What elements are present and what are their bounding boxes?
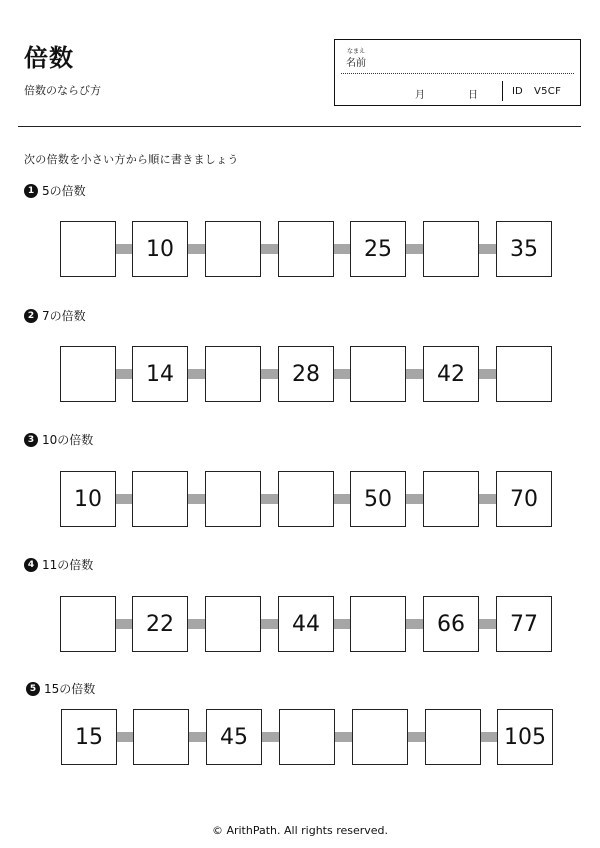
answer-cell[interactable] (278, 221, 334, 277)
answer-cell[interactable] (350, 346, 406, 402)
given-number-cell: 28 (278, 346, 334, 402)
chain-connector (261, 244, 278, 254)
name-box (334, 39, 581, 106)
answer-cell[interactable] (133, 709, 189, 765)
problem-4 (0, 556, 600, 666)
chain-connector (479, 619, 496, 629)
answer-cell[interactable] (423, 471, 479, 527)
instruction-text: 次の倍数を小さい方から順に書きましょう (24, 153, 239, 166)
chain-connector (116, 619, 132, 629)
answer-cell[interactable] (425, 709, 481, 765)
problem-2 (0, 307, 600, 417)
problem-heading (24, 556, 93, 573)
given-number-cell: 25 (350, 221, 406, 277)
problem-1 (0, 182, 600, 292)
given-number-cell: 44 (278, 596, 334, 652)
problem-number-badge: 5 (26, 682, 40, 696)
id-value: V5CF (534, 86, 562, 97)
chain-connector (479, 244, 496, 254)
given-number-cell: 50 (350, 471, 406, 527)
answer-cell[interactable] (278, 471, 334, 527)
given-number-cell: 15 (61, 709, 117, 765)
given-number-cell: 35 (496, 221, 552, 277)
chain-connector (188, 244, 205, 254)
chain-connector (261, 369, 278, 379)
given-number-cell: 14 (132, 346, 188, 402)
answer-cell[interactable] (352, 709, 408, 765)
problem-heading (26, 680, 95, 697)
given-number-cell: 77 (496, 596, 552, 652)
answer-cell[interactable] (205, 471, 261, 527)
id-separator (502, 81, 503, 101)
chain-connector (188, 494, 205, 504)
month-label: 月 (415, 90, 425, 101)
problem-label: 11の倍数 (42, 558, 94, 572)
chain-connector (116, 244, 132, 254)
problem-heading (24, 182, 86, 199)
given-number-cell: 10 (60, 471, 116, 527)
chain-connector (261, 619, 278, 629)
chain-connector (406, 494, 423, 504)
chain-connector (188, 619, 205, 629)
chain-connector (406, 244, 423, 254)
given-number-cell: 42 (423, 346, 479, 402)
chain-connector (334, 494, 350, 504)
problem-number-badge: 1 (24, 184, 38, 198)
given-number-cell: 45 (206, 709, 262, 765)
answer-chain (0, 471, 600, 527)
given-number-cell: 105 (497, 709, 553, 765)
chain-connector (189, 732, 206, 742)
day-label: 日 (468, 90, 478, 101)
answer-chain (0, 221, 600, 277)
chain-connector (334, 619, 350, 629)
chain-connector (408, 732, 425, 742)
chain-connector (188, 369, 205, 379)
footer-copyright: © ArithPath. All rights reserved. (211, 824, 389, 837)
answer-cell[interactable] (279, 709, 335, 765)
header-divider (18, 126, 581, 127)
chain-connector (116, 494, 132, 504)
problem-label: 10の倍数 (42, 433, 94, 447)
problem-label: 15の倍数 (44, 682, 96, 696)
name-dotted-line (341, 73, 574, 74)
answer-cell[interactable] (205, 346, 261, 402)
problem-number-badge: 4 (24, 558, 38, 572)
page-title: 倍数 (24, 44, 74, 72)
answer-chain (0, 596, 600, 652)
answer-chain (0, 709, 600, 765)
given-number-cell: 70 (496, 471, 552, 527)
given-number-cell: 10 (132, 221, 188, 277)
problem-number-badge: 3 (24, 433, 38, 447)
problem-heading (24, 307, 86, 324)
problem-3 (0, 431, 600, 541)
id-label: ID (512, 86, 523, 97)
name-ruby: なまえ (347, 48, 366, 55)
answer-cell[interactable] (423, 221, 479, 277)
chain-connector (481, 732, 497, 742)
answer-cell[interactable] (496, 346, 552, 402)
answer-cell[interactable] (60, 596, 116, 652)
chain-connector (262, 732, 279, 742)
problem-number-badge: 2 (24, 309, 38, 323)
problem-label: 7の倍数 (42, 309, 86, 323)
answer-cell[interactable] (132, 471, 188, 527)
chain-connector (406, 369, 423, 379)
page-subtitle: 倍数のならび方 (24, 84, 101, 97)
chain-connector (335, 732, 352, 742)
chain-connector (479, 369, 496, 379)
name-label: 名前 (346, 58, 366, 69)
answer-cell[interactable] (60, 221, 116, 277)
given-number-cell: 66 (423, 596, 479, 652)
problem-heading (24, 431, 93, 448)
given-number-cell: 22 (132, 596, 188, 652)
answer-cell[interactable] (60, 346, 116, 402)
problem-label: 5の倍数 (42, 184, 86, 198)
problem-5 (0, 680, 600, 790)
chain-connector (479, 494, 496, 504)
chain-connector (117, 732, 133, 742)
answer-cell[interactable] (205, 221, 261, 277)
chain-connector (334, 369, 350, 379)
chain-connector (334, 244, 350, 254)
answer-chain (0, 346, 600, 402)
answer-cell[interactable] (350, 596, 406, 652)
chain-connector (261, 494, 278, 504)
chain-connector (406, 619, 423, 629)
answer-cell[interactable] (205, 596, 261, 652)
chain-connector (116, 369, 132, 379)
